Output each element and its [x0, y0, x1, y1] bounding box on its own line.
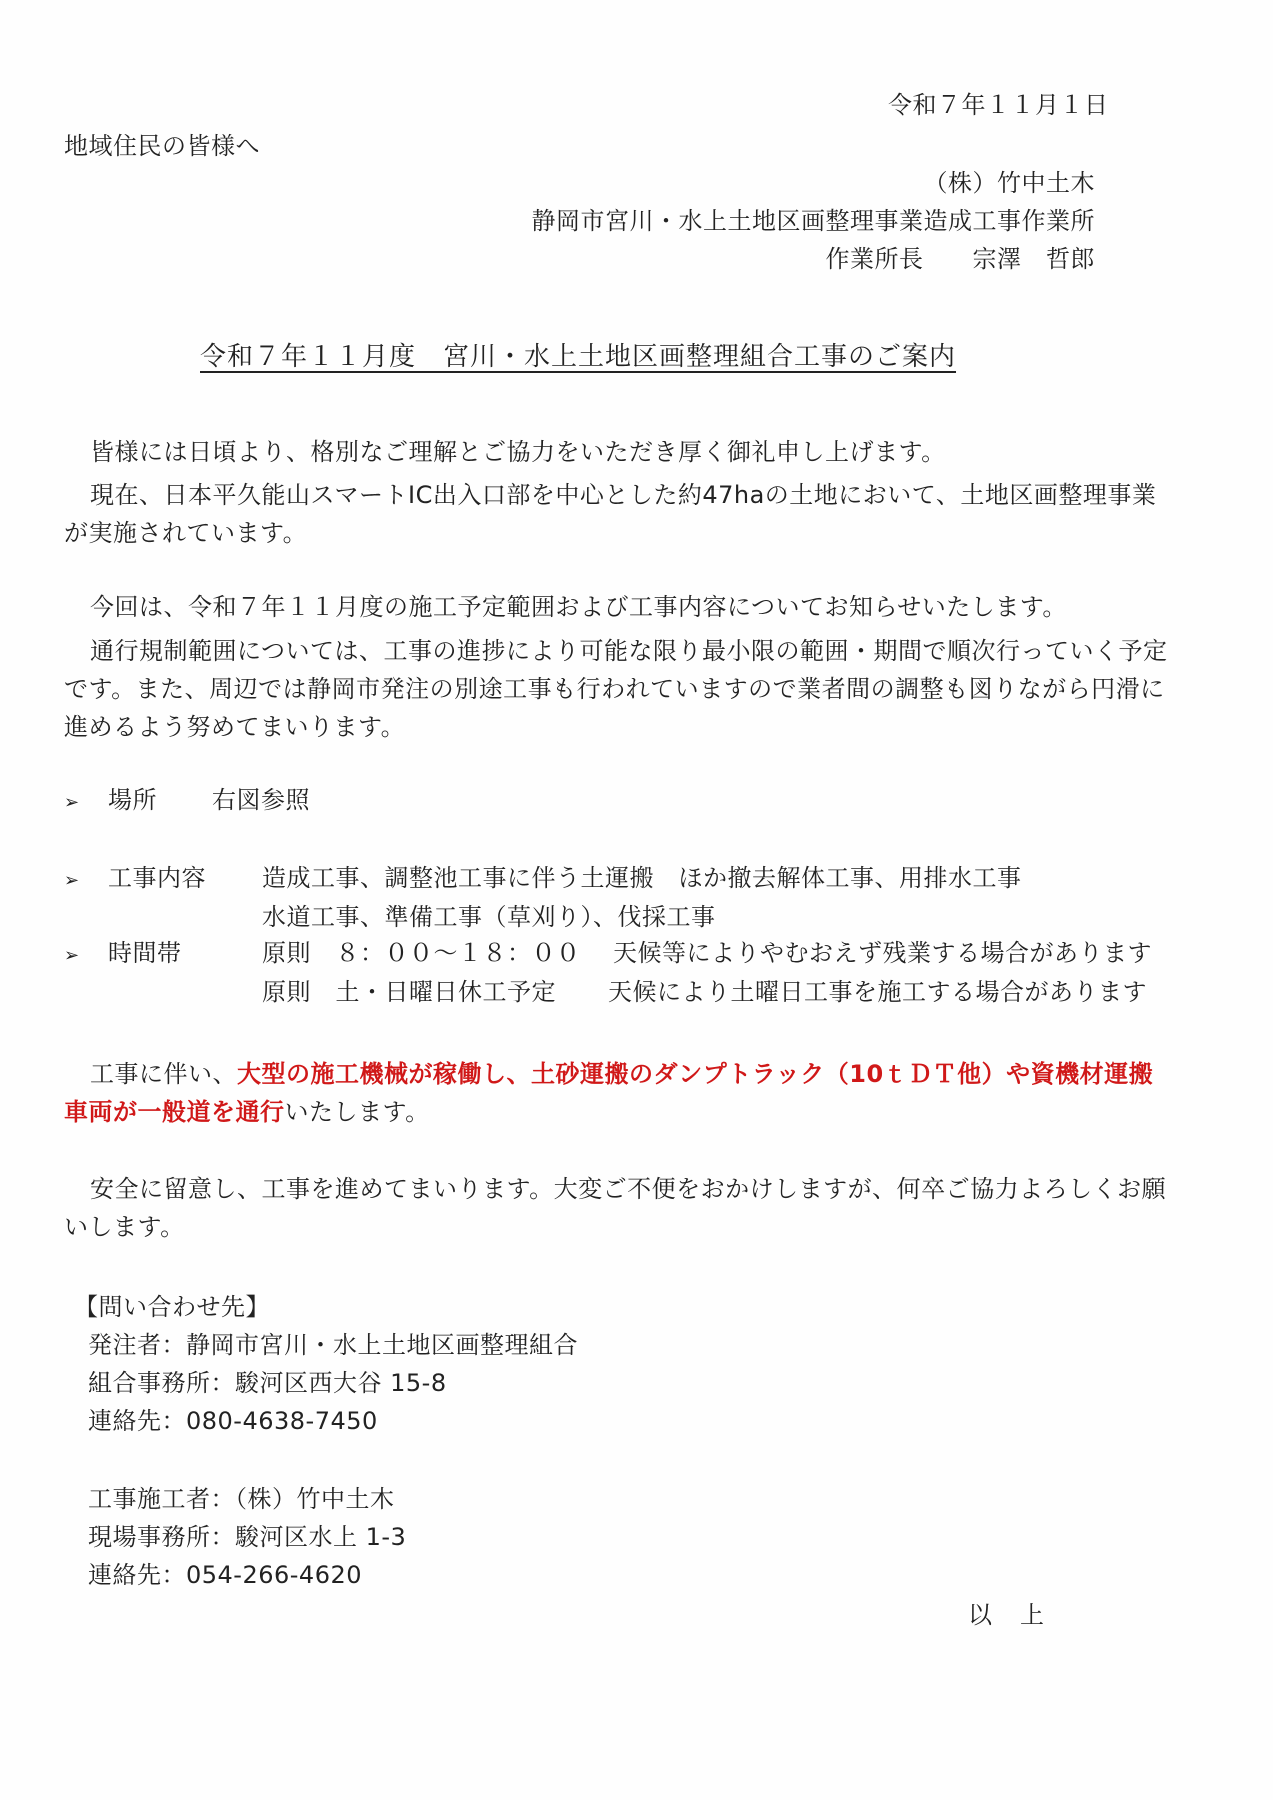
bullet-arrow-icon: ➢: [64, 792, 80, 813]
document-title: 令和７年１１月度 宮川・水上土地区画整理組合工事のご案内: [200, 342, 957, 372]
work-value-line-2: 水道工事、準備工事（草刈り）、伐採工事: [262, 903, 716, 931]
time-hours-note: 天候等によりやむおえず残業する場合があります: [613, 939, 1152, 967]
warning-lead: 工事に伴い、: [90, 1060, 237, 1088]
addressee: 地域住民の皆様へ: [64, 132, 260, 160]
time-days: 原則 土・日曜日休工予定: [262, 978, 556, 1006]
greeting-paragraph: 皆様には日頃より、格別なご理解とご協力をいただき厚く御礼申し上げます。: [90, 438, 946, 466]
warning-highlight: 大型の施工機械が稼働し、土砂運搬のダンプトラック（10ｔＤＴ他）や資機材運搬車両が一般道を通行: [64, 1060, 1154, 1126]
sender-manager: 作業所長 宗澤 哲郎: [825, 245, 1095, 273]
bullet-arrow-icon: ➢: [64, 945, 80, 966]
notice-paragraph: 今回は、令和７年１１月度の施工予定範囲および工事内容についてお知らせいたします。: [90, 593, 1067, 621]
time-days-note: 天候により土曜日工事を施工する場合があります: [608, 978, 1147, 1006]
warning-paragraph: [64, 1055, 1174, 1131]
sender-company: （株）竹中土木: [923, 169, 1095, 197]
work-value-line-1: 造成工事、調整池工事に伴う土運搬 ほか撤去解体工事、用排水工事: [262, 864, 1022, 892]
traffic-paragraph: 通行規制範囲については、工事の進捗により可能な限り最小限の範囲・期間で順次行っていく予定です。また、周辺では静岡市発注の別途工事も行われていますので業者間の調整も図りながら円滑に進めるよう努めてまいります。: [64, 637, 1168, 741]
place-label: 場所: [108, 786, 157, 814]
time-label: 時間帯: [108, 939, 182, 967]
contact-site-phone: 連絡先：054-266-4620: [88, 1561, 363, 1589]
project-paragraph: 現在、日本平久能山スマートIC出入口部を中心とした約47haの土地において、土地区画整理事業が実施されています。: [64, 481, 1157, 547]
place-value: 右図参照: [212, 786, 310, 814]
contact-contractor: 工事施工者：（株）竹中土木: [88, 1485, 395, 1513]
contact-site-office: 現場事務所：駿河区水上 1-3: [88, 1523, 407, 1551]
safety-paragraph: 安全に留意し、工事を進めてまいります。大変ご不便をおかけしますが、何卒ご協力よろしくお願いします。: [64, 1175, 1167, 1241]
contact-union-office: 組合事務所：駿河区西大谷 15-8: [88, 1369, 447, 1397]
document-date: 令和７年１１月１日: [888, 91, 1109, 119]
contact-union-phone: 連絡先：080-4638-7450: [88, 1407, 378, 1435]
contact-orderer: 発注者：静岡市宮川・水上土地区画整理組合: [88, 1331, 578, 1359]
closing-mark: 以上: [968, 1601, 1072, 1629]
bullet-arrow-icon: ➢: [64, 870, 80, 891]
time-hours: 原則 ８：００～１８：００: [262, 939, 581, 967]
work-label: 工事内容: [108, 864, 206, 892]
sender-office: 静岡市宮川・水上土地区画整理事業造成工事作業所: [531, 207, 1095, 235]
contact-heading: 【問い合わせ先】: [74, 1293, 270, 1321]
warning-tail: いたします。: [284, 1098, 430, 1126]
